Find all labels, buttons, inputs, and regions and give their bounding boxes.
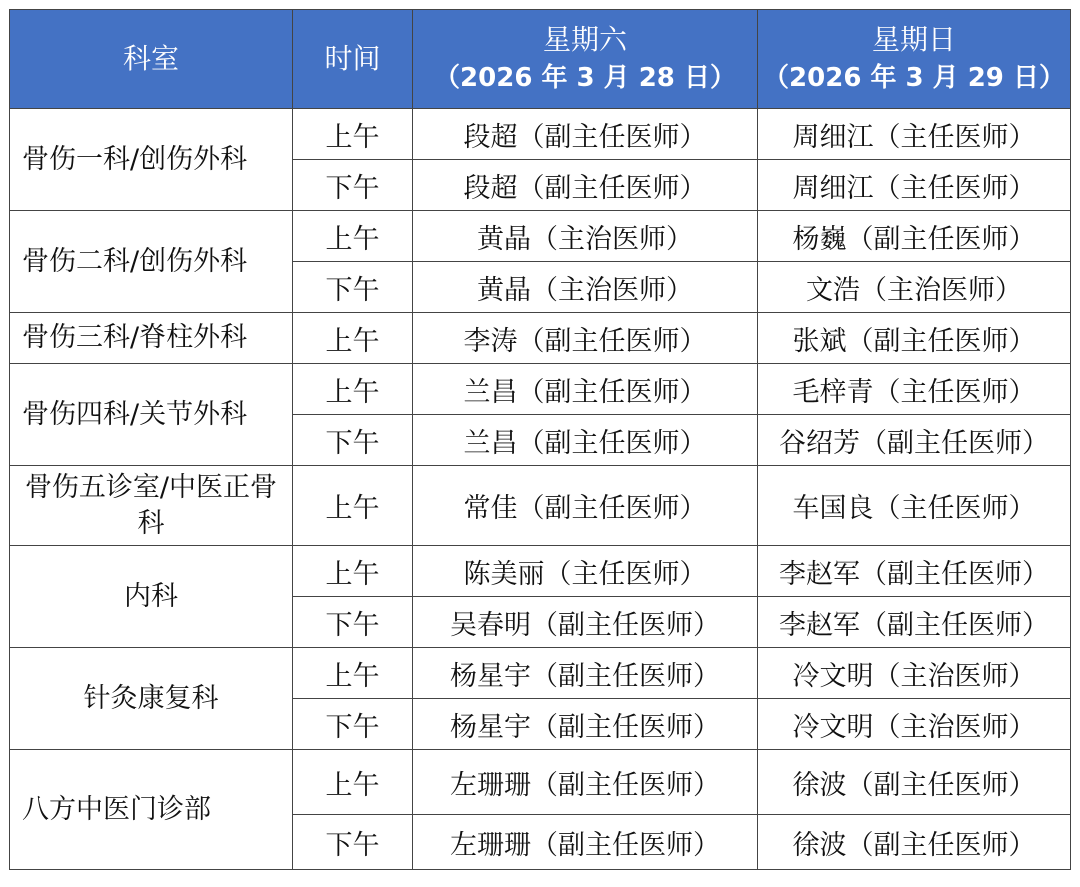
time-cell: 下午 (293, 262, 413, 313)
table-row (10, 313, 1071, 364)
saturday-doctor-cell: 段超（副主任医师） (413, 109, 758, 160)
dept-cell: 八方中医门诊部 (10, 750, 293, 870)
saturday-doctor-cell: 杨星宇（副主任医师） (413, 648, 758, 699)
header-time: 时间 (293, 10, 413, 109)
time-cell: 上午 (293, 750, 413, 815)
saturday-doctor-cell: 吴春明（副主任医师） (413, 597, 758, 648)
header-sunday-name: 星期日 (871, 23, 956, 56)
time-cell: 上午 (293, 546, 413, 597)
saturday-doctor-cell: 黄晶（主治医师） (413, 262, 758, 313)
header-saturday-date: （2026 年 3 月 28 日） (434, 63, 736, 93)
table-row (10, 466, 1071, 546)
sunday-doctor-cell: 冷文明（主治医师） (758, 699, 1071, 750)
table-row (10, 211, 1071, 262)
header-saturday-name: 星期六 (542, 23, 627, 56)
duty-schedule-table (9, 9, 1071, 870)
saturday-doctor-cell: 杨星宇（副主任医师） (413, 699, 758, 750)
saturday-doctor-cell: 陈美丽（主任医师） (413, 546, 758, 597)
saturday-doctor-cell: 左珊珊（副主任医师） (413, 815, 758, 870)
dept-cell: 骨伤二科/创伤外科 (10, 211, 293, 313)
dept-cell: 骨伤一科/创伤外科 (10, 109, 293, 211)
time-cell: 上午 (293, 211, 413, 262)
sunday-doctor-cell: 杨巍（副主任医师） (758, 211, 1071, 262)
table-row (10, 750, 1071, 815)
sunday-doctor-cell: 谷绍芳（副主任医师） (758, 415, 1071, 466)
time-cell: 上午 (293, 313, 413, 364)
sunday-doctor-cell: 徐波（副主任医师） (758, 750, 1071, 815)
header-sunday-date: （2026 年 3 月 29 日） (763, 63, 1065, 93)
time-cell: 上午 (293, 364, 413, 415)
time-cell: 下午 (293, 815, 413, 870)
sunday-doctor-cell: 张斌（副主任医师） (758, 313, 1071, 364)
saturday-doctor-cell: 李涛（副主任医师） (413, 313, 758, 364)
header-dept: 科室 (10, 10, 293, 109)
dept-cell: 骨伤三科/脊柱外科 (10, 313, 293, 364)
dept-cell: 内科 (10, 546, 293, 648)
table-row (10, 109, 1071, 160)
sunday-doctor-cell: 徐波（副主任医师） (758, 815, 1071, 870)
time-cell: 下午 (293, 597, 413, 648)
saturday-doctor-cell: 段超（副主任医师） (413, 160, 758, 211)
time-cell: 下午 (293, 699, 413, 750)
saturday-doctor-cell: 兰昌（副主任医师） (413, 364, 758, 415)
table-row (10, 546, 1071, 597)
saturday-doctor-cell: 兰昌（副主任医师） (413, 415, 758, 466)
table-header-row (10, 10, 1071, 109)
table-row (10, 364, 1071, 415)
time-cell: 下午 (293, 160, 413, 211)
header-saturday (413, 10, 758, 109)
time-cell: 上午 (293, 109, 413, 160)
time-cell: 上午 (293, 648, 413, 699)
saturday-doctor-cell: 常佳（副主任医师） (413, 466, 758, 546)
dept-cell: 骨伤四科/关节外科 (10, 364, 293, 466)
sunday-doctor-cell: 冷文明（主治医师） (758, 648, 1071, 699)
table-row (10, 648, 1071, 699)
saturday-doctor-cell: 黄晶（主治医师） (413, 211, 758, 262)
dept-cell: 骨伤五诊室/中医正骨科 (10, 466, 293, 546)
sunday-doctor-cell: 李赵军（副主任医师） (758, 597, 1071, 648)
time-cell: 下午 (293, 415, 413, 466)
time-cell: 上午 (293, 466, 413, 546)
sunday-doctor-cell: 周细江（主任医师） (758, 160, 1071, 211)
sunday-doctor-cell: 李赵军（副主任医师） (758, 546, 1071, 597)
sunday-doctor-cell: 文浩（主治医师） (758, 262, 1071, 313)
dept-cell: 针灸康复科 (10, 648, 293, 750)
sunday-doctor-cell: 毛梓青（主任医师） (758, 364, 1071, 415)
sunday-doctor-cell: 周细江（主任医师） (758, 109, 1071, 160)
sunday-doctor-cell: 车国良（主任医师） (758, 466, 1071, 546)
header-sunday (758, 10, 1071, 109)
saturday-doctor-cell: 左珊珊（副主任医师） (413, 750, 758, 815)
